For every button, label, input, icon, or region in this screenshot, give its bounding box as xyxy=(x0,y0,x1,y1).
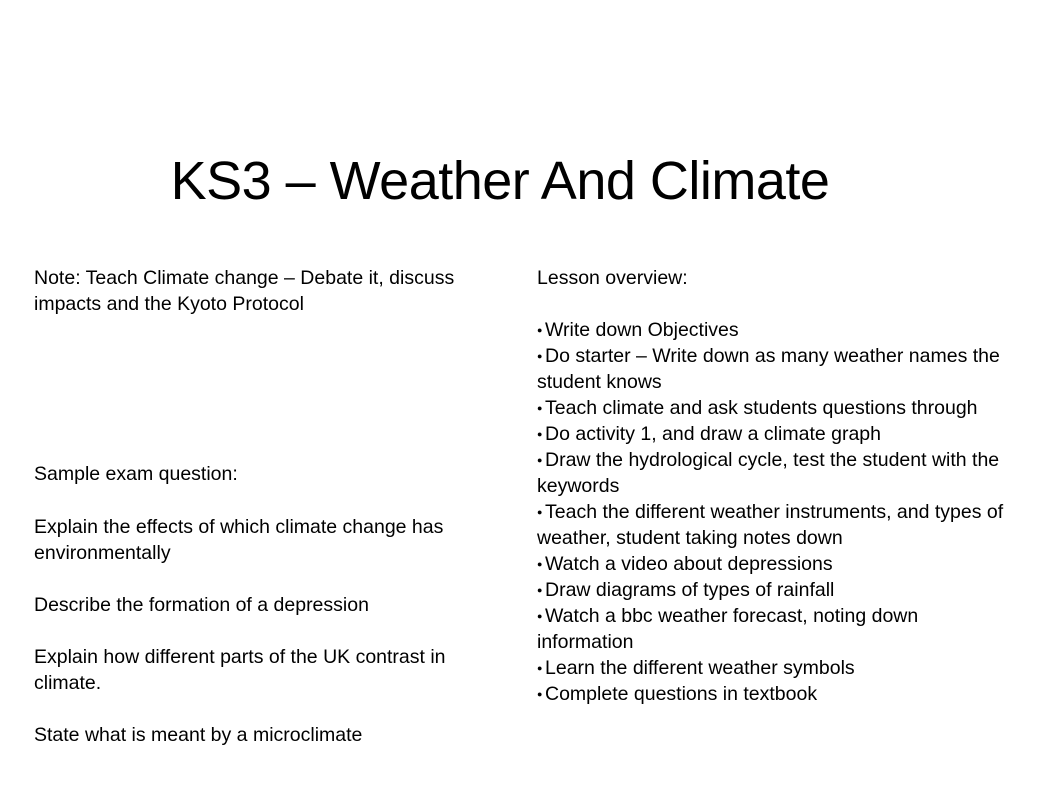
list-item xyxy=(537,681,1007,707)
bullet-icon: ● xyxy=(537,403,543,413)
list-item-text: Teach climate and ask students questions through xyxy=(545,397,978,419)
list-item-text: Write down Objectives xyxy=(545,319,739,341)
bullet-icon: ● xyxy=(537,455,543,465)
list-item xyxy=(537,655,1007,681)
list-item xyxy=(537,447,1007,499)
list-item xyxy=(537,421,1007,447)
list-item-text: Do activity 1, and draw a climate graph xyxy=(545,423,881,445)
bullet-icon: ● xyxy=(537,559,543,569)
bullet-icon: ● xyxy=(537,585,543,595)
list-item xyxy=(537,343,1007,395)
list-item-text: Draw the hydrological cycle, test the student with the keywords xyxy=(537,449,1000,497)
list-item-text: Learn the different weather symbols xyxy=(545,657,855,679)
list-item-text: Teach the different weather instruments, and types of weather, student taking notes down xyxy=(537,501,1004,549)
list-item-text: Complete questions in textbook xyxy=(545,683,818,705)
list-item xyxy=(537,395,1007,421)
lesson-overview-list xyxy=(537,317,1007,707)
list-item xyxy=(537,577,1007,603)
bullet-icon: ● xyxy=(537,507,543,517)
bullet-icon: ● xyxy=(537,429,543,439)
list-item xyxy=(537,317,1007,343)
list-item xyxy=(537,499,1007,551)
list-item xyxy=(537,551,1007,577)
exam-question: Explain the effects of which climate change has environmentally xyxy=(34,516,444,564)
bullet-icon: ● xyxy=(537,611,543,621)
slide-title: KS3 – Weather And Climate xyxy=(170,151,830,211)
bullet-icon: ● xyxy=(537,351,543,361)
exam-question: Describe the formation of a depression xyxy=(34,594,369,616)
list-item-text: Do starter – Write down as many weather names the student knows xyxy=(537,345,1000,393)
bullet-icon: ● xyxy=(537,689,543,699)
list-item-text: Watch a video about depressions xyxy=(545,553,833,575)
exam-question: State what is meant by a microclimate xyxy=(34,724,363,746)
list-item-text: Draw diagrams of types of rainfall xyxy=(545,579,835,601)
bullet-icon: ● xyxy=(537,325,543,335)
exam-question-heading: Sample exam question: xyxy=(34,463,238,485)
exam-question: Explain how different parts of the UK contrast in climate. xyxy=(34,646,446,694)
right-column xyxy=(537,265,1007,707)
teacher-note: Note: Teach Climate change – Debate it, discuss impacts and the Kyoto Protocol xyxy=(34,267,455,315)
left-column xyxy=(34,265,504,746)
list-item xyxy=(537,603,1007,655)
lesson-overview-heading: Lesson overview: xyxy=(537,267,688,289)
list-item-text: Watch a bbc weather forecast, noting down information xyxy=(537,605,919,653)
bullet-icon: ● xyxy=(537,663,543,673)
exam-question-list xyxy=(34,514,504,774)
